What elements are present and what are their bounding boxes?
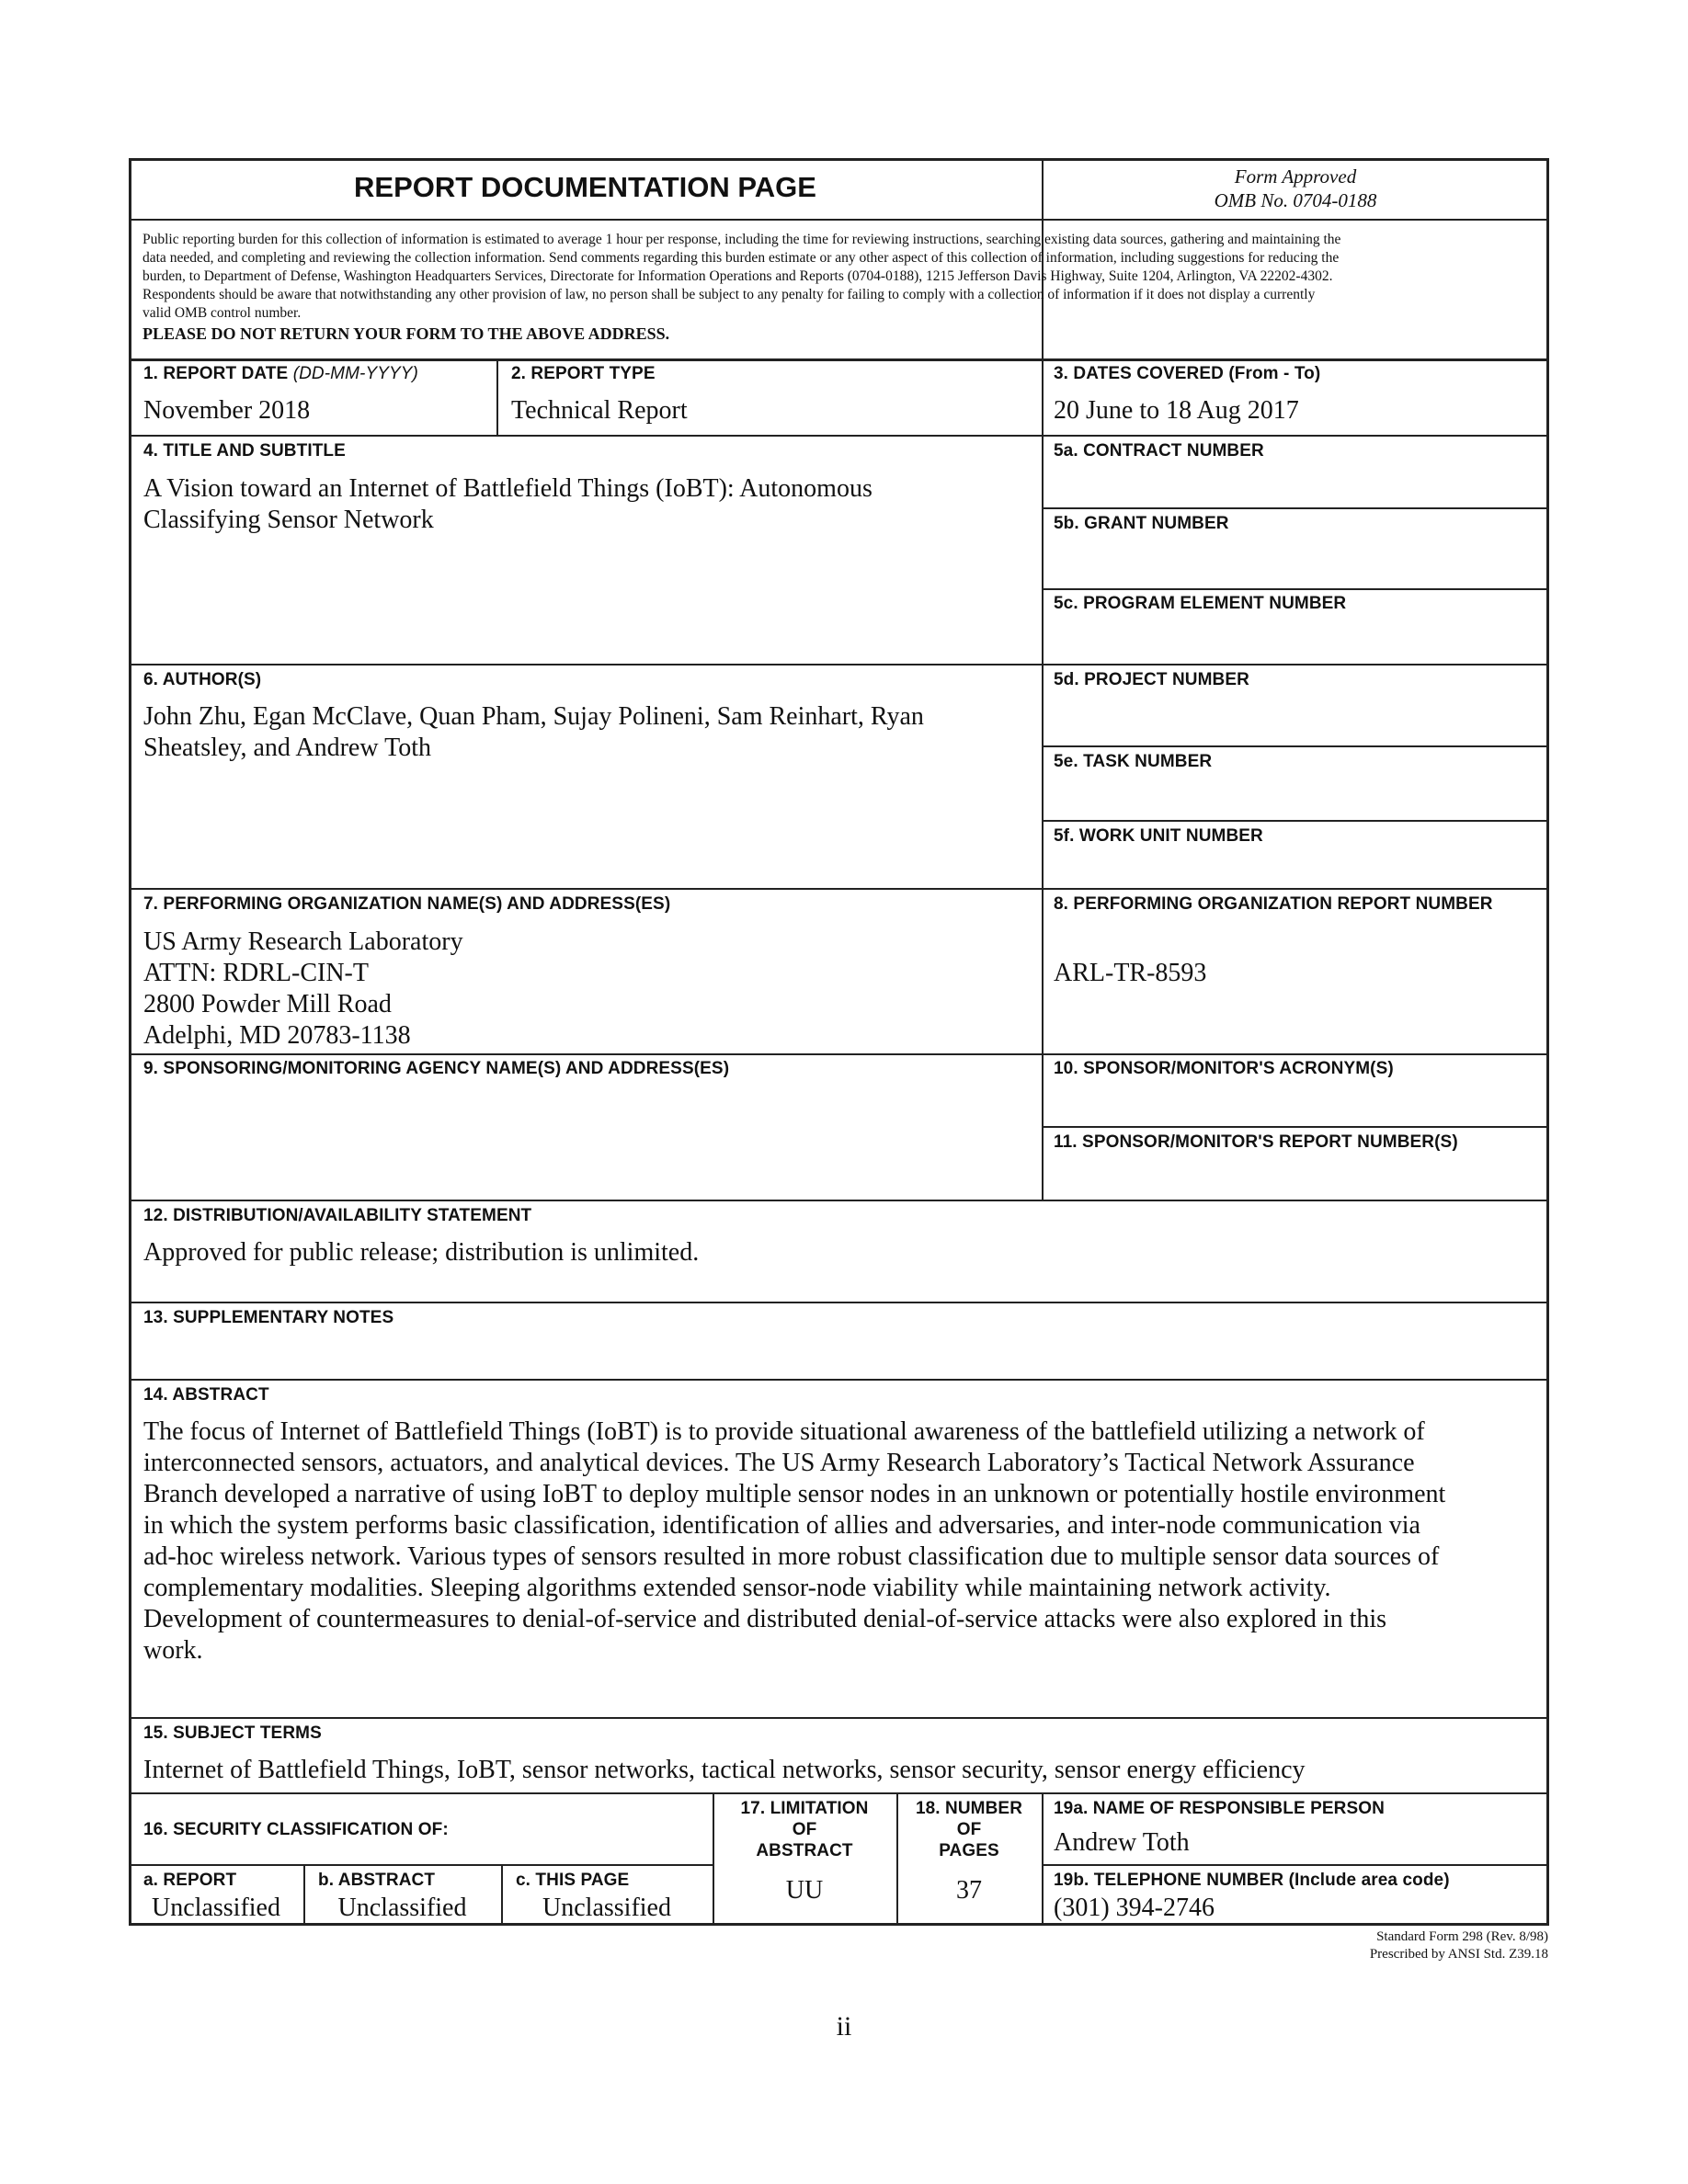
number-of-pages-label: OF xyxy=(956,1820,982,1839)
burden-line: data needed, and completing and reviewing the collection information. Send comments regarding this burden estimate or any other aspect of this collection of information, including suggestions for reducing the xyxy=(143,250,1340,266)
abstract-label: 14. ABSTRACT xyxy=(143,1385,269,1405)
divider xyxy=(129,888,1549,890)
title-line: A Vision toward an Internet of Battlefield Things (IoBT): Autonomous xyxy=(143,474,873,503)
omb-number: OMB No. 0704-0188 xyxy=(1214,189,1377,211)
performing-org-line: Adelphi, MD 20783-1138 xyxy=(143,1021,411,1050)
divider xyxy=(129,1864,713,1866)
report-date-label: 1. REPORT DATE (DD-MM-YYYY) xyxy=(143,364,418,383)
dates-covered-value: 20 June to 18 Aug 2017 xyxy=(1054,396,1299,425)
divider xyxy=(1042,820,1549,822)
c-this-page-value: Unclassified xyxy=(542,1894,671,1922)
form-title: REPORT DOCUMENTATION PAGE xyxy=(354,171,816,203)
program-element-label: 5c. PROGRAM ELEMENT NUMBER xyxy=(1054,594,1347,613)
dates-covered-label: 3. DATES COVERED (From - To) xyxy=(1054,364,1321,383)
b-abstract-value: Unclassified xyxy=(337,1894,467,1922)
divider xyxy=(1042,1792,1044,1926)
limitation-value: UU xyxy=(785,1876,824,1905)
title-label: 4. TITLE AND SUBTITLE xyxy=(143,441,346,461)
a-report-label: a. REPORT xyxy=(143,1871,237,1890)
performing-org-line: 2800 Powder Mill Road xyxy=(143,990,392,1018)
responsible-person-value: Andrew Toth xyxy=(1054,1828,1190,1857)
limitation-label: 17. LIMITATION xyxy=(740,1799,869,1818)
burden-line: Public reporting burden for this collection of information is estimated to average 1 hour per response, including the time for reviewing instructions, searching existing data sources, gathering and maintaining the xyxy=(143,232,1341,247)
c-this-page-label: c. THIS PAGE xyxy=(516,1871,630,1890)
telephone-label: 19b. TELEPHONE NUMBER (Include area code) xyxy=(1054,1871,1450,1890)
do-not-return-notice: PLEASE DO NOT RETURN YOUR FORM TO THE ABOVE ADDRESS. xyxy=(143,324,670,343)
perf-report-number-value: ARL-TR-8593 xyxy=(1054,959,1207,987)
work-unit-label: 5f. WORK UNIT NUMBER xyxy=(1054,826,1263,846)
grant-number-label: 5b. GRANT NUMBER xyxy=(1054,514,1229,533)
task-number-label: 5e. TASK NUMBER xyxy=(1054,752,1213,771)
subject-terms-label: 15. SUBJECT TERMS xyxy=(143,1723,322,1743)
sponsor-report-number-label: 11. SPONSOR/MONITOR'S REPORT NUMBER(S) xyxy=(1054,1132,1458,1152)
divider xyxy=(496,358,498,435)
number-of-pages-label: 18. NUMBER xyxy=(915,1799,1023,1818)
divider xyxy=(1042,507,1549,509)
divider xyxy=(1042,588,1549,590)
number-of-pages-label: PAGES xyxy=(939,1841,999,1860)
sponsor-acronym-label: 10. SPONSOR/MONITOR'S ACRONYM(S) xyxy=(1054,1059,1394,1078)
burden-line: Respondents should be aware that notwithstanding any other provision of law, no person shall be subject to any penalty for failing to comply with a collection of information if it does not display a currently xyxy=(143,287,1316,302)
divider xyxy=(129,1200,1549,1201)
standard-form-note: Standard Form 298 (Rev. 8/98) xyxy=(1376,1929,1548,1944)
responsible-person-label: 19a. NAME OF RESPONSIBLE PERSON xyxy=(1054,1799,1385,1818)
report-type-label: 2. REPORT TYPE xyxy=(511,364,656,383)
form-approved: Form Approved xyxy=(1234,165,1357,188)
title-line: Classifying Sensor Network xyxy=(143,506,434,534)
report-type-value: Technical Report xyxy=(511,396,688,425)
page-number: ii xyxy=(836,2011,852,2042)
distribution-value: Approved for public release; distribution is unlimited. xyxy=(143,1238,700,1267)
security-classification-label: 16. SECURITY CLASSIFICATION OF: xyxy=(143,1820,449,1839)
divider xyxy=(1042,358,1044,1200)
perf-report-number-label: 8. PERFORMING ORGANIZATION REPORT NUMBER xyxy=(1054,894,1493,914)
performing-org-line: ATTN: RDRL-CIN-T xyxy=(143,959,369,987)
abstract-line: The focus of Internet of Battlefield Things (IoBT) is to provide situational awareness of the battlefield utilizing a network of xyxy=(143,1417,1425,1446)
divider xyxy=(129,1302,1549,1303)
project-number-label: 5d. PROJECT NUMBER xyxy=(1054,670,1249,689)
divider xyxy=(129,219,1549,221)
prescribed-note: Prescribed by ANSI Std. Z39.18 xyxy=(1369,1947,1548,1962)
burden-line: burden, to Department of Defense, Washington Headquarters Services, Directorate for Information Operations and Reports (0704-0188), 1215 Jefferson Davis Highway, Suite 1204, Arlington, VA 22202-4302. xyxy=(143,268,1333,284)
report-date-value: November 2018 xyxy=(143,396,311,425)
performing-org-label: 7. PERFORMING ORGANIZATION NAME(S) AND ADDRESS(ES) xyxy=(143,894,671,914)
divider xyxy=(129,1792,1549,1794)
abstract-line: Branch developed a narrative of using IoBT to deploy multiple sensor nodes in an unknown or potentially hostile environment xyxy=(143,1480,1446,1508)
abstract-line: Development of countermeasures to denial-of-service and distributed denial-of-service attacks were also explored in this xyxy=(143,1605,1387,1633)
telephone-value: (301) 394-2746 xyxy=(1054,1894,1215,1922)
contract-number-label: 5a. CONTRACT NUMBER xyxy=(1054,441,1264,461)
distribution-label: 12. DISTRIBUTION/AVAILABILITY STATEMENT xyxy=(143,1206,532,1225)
divider xyxy=(129,435,1549,437)
authors-line: Sheatsley, and Andrew Toth xyxy=(143,734,431,762)
divider xyxy=(129,1717,1549,1719)
divider xyxy=(129,358,1549,361)
abstract-line: ad-hoc wireless network. Various types of sensors resulted in more robust classification due to multiple sensor data sources of xyxy=(143,1542,1440,1571)
abstract-line: complementary modalities. Sleeping algorithms extended sensor-node viability while maintaining network activity. xyxy=(143,1574,1331,1602)
authors-line: John Zhu, Egan McClave, Quan Pham, Sujay Polineni, Sam Reinhart, Ryan xyxy=(143,702,924,731)
limitation-label: OF xyxy=(792,1820,817,1839)
a-report-value: Unclassified xyxy=(152,1894,280,1922)
abstract-line: interconnected sensors, actuators, and analytical devices. The US Army Research Laboratory’s Tactical Network Assurance xyxy=(143,1449,1415,1477)
divider xyxy=(1042,745,1549,747)
authors-label: 6. AUTHOR(S) xyxy=(143,670,262,689)
subject-terms-value: Internet of Battlefield Things, IoBT, sensor networks, tactical networks, sensor security, sensor energy efficiency xyxy=(143,1756,1306,1784)
abstract-line: work. xyxy=(143,1636,203,1665)
supplementary-notes-label: 13. SUPPLEMENTARY NOTES xyxy=(143,1308,394,1327)
divider xyxy=(129,1053,1549,1055)
pages-value: 37 xyxy=(956,1876,982,1905)
burden-line: valid OMB control number. xyxy=(143,305,302,321)
divider xyxy=(129,1379,1549,1381)
divider xyxy=(1042,1864,1549,1866)
b-abstract-label: b. ABSTRACT xyxy=(318,1871,436,1890)
performing-org-line: US Army Research Laboratory xyxy=(143,927,463,956)
limitation-label: ABSTRACT xyxy=(756,1841,853,1860)
divider xyxy=(129,664,1549,665)
sponsoring-agency-label: 9. SPONSORING/MONITORING AGENCY NAME(S) AND ADDRESS(ES) xyxy=(143,1059,730,1078)
date-format-hint: (DD-MM-YYYY) xyxy=(292,364,418,383)
abstract-line: in which the system performs basic classification, identification of allies and adversaries, and inter-node communication via xyxy=(143,1511,1420,1540)
divider xyxy=(1042,1126,1549,1128)
